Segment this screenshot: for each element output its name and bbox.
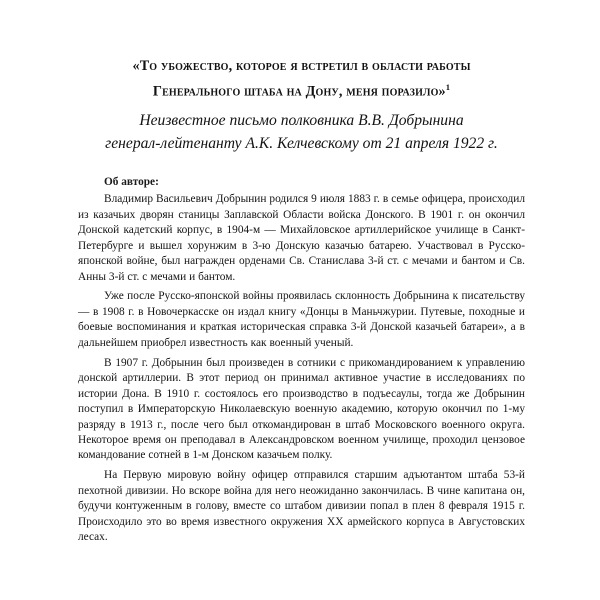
body-paragraph-2: Уже после Русско-японской войны проявилась склонность Добрынина к писательству — в 1908 г. в Новочеркасске он издал книгу «Донцы в Маньчжурии. Путевые, походные и боевые воспоминания и краткая историческая справка 3-й Донской казачьей батареи», а в дальнейшем приобрел известность как военный ученый.: [78, 290, 525, 349]
title-block: [78, 56, 525, 155]
body-paragraph-1: Владимир Васильевич Добрынин родился 9 июля 1883 г. в семье офицера, происходил из казачьих дворян станицы Заплавской Области войска Донского. В 1901 г. он окончил Донской кадетский корпус, в 1904-м — Михайловское артиллерийское училище в Санкт-Петербурге и вышел хорунжим в 3-ю Донскую казачью батарею. Участвовал в Русско-японской войне, был награжден орденами Св. Станислава 3-й ст. с мечами и бантом и Св. Анны 3-й ст. с мечами и бантом.: [78, 193, 525, 283]
document-subtitle: [78, 109, 525, 155]
body-paragraph-4: На Первую мировую войну офицер отправился старшим адъютантом штаба 53-й пехотной дивизии. Но вскоре война для него неожиданно закончилась. В чине капитана он, будучи контуженным в голову, вместе со штабом дивизии попал в плен 8 февраля 1915 г. Происходило это во время известного окружения XX армейского корпуса в Августовских лесах.: [78, 469, 525, 544]
title-footnote-marker[interactable]: 1: [445, 81, 451, 92]
document-title-line-1: «То убожество, которое я встретил в области работы: [132, 58, 471, 74]
document-title-line-2: Генерального штаба на Дону, меня поразило»: [152, 83, 446, 100]
document-subtitle-line-1: Неизвестное письмо полковника В.В. Добрынина: [139, 111, 464, 129]
body-paragraph-3: В 1907 г. Добрынин был произведен в сотники с прикомандированием к управлению донской артиллерии. В этот период он принимал активное участие в исследованиях по истории Дона. В 1910 г. состоялось его производство в подъесаулы, тогда же Добрынин поступил в Императорскую Николаевскую военную академию, которую окончил по 1-му разряду в 1913 г., после чего был откомандирован в штаб Московского военного округа. Некоторое время он преподавал в Александровском военном училище, проходил цензовое командование сотней в 1-м Донском казачьем полку.: [78, 356, 525, 462]
document-title: [78, 56, 525, 102]
page-content: [78, 56, 525, 546]
section-heading-about-author: Об авторе:: [104, 175, 159, 188]
document-subtitle-line-2: генерал-лейтенанту А.К. Келчевскому от 21 апреля 1922 г.: [105, 134, 498, 152]
